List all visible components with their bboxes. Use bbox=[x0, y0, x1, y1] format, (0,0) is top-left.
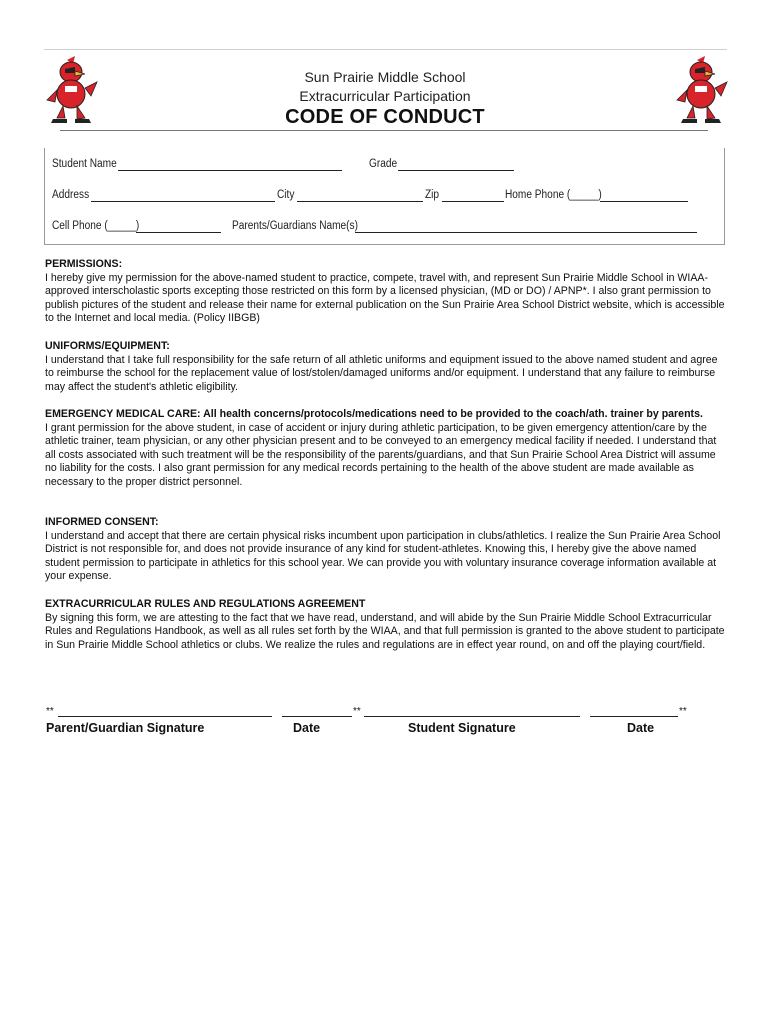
date-label-2: Date bbox=[627, 721, 655, 735]
consent-heading: INFORMED CONSENT: bbox=[45, 516, 159, 528]
top-divider bbox=[44, 49, 727, 50]
student-signature-field[interactable] bbox=[364, 716, 580, 717]
school-name: Sun Prairie Middle School bbox=[304, 69, 466, 85]
address-field[interactable] bbox=[91, 201, 275, 202]
uniforms-heading: UNIFORMS/EQUIPMENT: bbox=[45, 340, 170, 352]
signature-mark: ** bbox=[46, 706, 54, 717]
rules-section bbox=[45, 598, 727, 652]
grade-label: Grade bbox=[369, 158, 398, 170]
parent-signature-field[interactable] bbox=[58, 716, 272, 717]
permissions-body: I hereby give my permission for the above-named student to practice, compete, travel with, and represent Sun Prairie Middle School in WIAA-approved interscholastic sports excepting those restricted on this form by a licensed physician, (MD or DO) / APNP*. I also grant permission to publish pictures of the student and release their name for external publication on the Sun Prairie Area School District website, which is accessible to the Internet and local media. (Policy IIBGB) bbox=[45, 271, 725, 325]
date-field-1[interactable] bbox=[282, 716, 352, 717]
uniforms-body: I understand that I take full responsibility for the safe return of all athletic uniforms and equipment issued to the above named student and agree to reimburse the school for the replacement value of lost/stolen/damaged uniforms and/or equipment. I understand that any failure to reimburse may affect the student's athletic eligibility. bbox=[45, 353, 718, 393]
parents-field[interactable] bbox=[355, 232, 697, 233]
page-title: CODE OF CONDUCT bbox=[285, 106, 485, 128]
student-signature-label: Student Signature bbox=[408, 721, 516, 735]
grade-field[interactable] bbox=[398, 170, 514, 171]
address-label: Address bbox=[52, 189, 90, 201]
zip-field[interactable] bbox=[442, 201, 504, 202]
student-name-label: Student Name bbox=[52, 158, 117, 170]
cell-phone-label: Cell Phone (_____) bbox=[52, 220, 140, 232]
uniforms-section bbox=[45, 340, 727, 394]
home-phone-field[interactable] bbox=[600, 201, 688, 202]
permissions-heading: PERMISSIONS: bbox=[45, 258, 123, 270]
title-underline bbox=[60, 130, 708, 131]
city-label: City bbox=[277, 189, 295, 201]
consent-section bbox=[45, 516, 727, 584]
rules-heading: EXTRACURRICULAR RULES AND REGULATIONS AGREEMENT bbox=[45, 598, 366, 610]
permissions-section bbox=[45, 258, 727, 326]
emergency-section bbox=[45, 408, 727, 490]
program-name: Extracurricular Participation bbox=[299, 88, 471, 104]
signature-mark: ** bbox=[353, 706, 361, 717]
emergency-body: I grant permission for the above student, in case of accident or injury during athletic participation, to be given emergency attention/care by the athletic trainer, team physician, or any other physician present and to be conveyed to an emergency medical facility if needed. I understand that all costs associated with such treatment will be the responsibility of the parents/guardians, and that Sun Prairie School Area District will assume no liability for the costs. I also grant permission for any medical records pertaining to the health of the above student are made available as necessary to the proper district personnel. bbox=[45, 421, 717, 488]
consent-body: I understand and accept that there are certain physical risks incumbent upon participation in clubs/athletics. I realize the Sun Prairie Area School District is not responsible for, and does not provide insurance of any kind for student-athletes. Knowing this, I hereby give the above named student permission to participate in athletics for this school year. We can provide you with voluntary insurance coverage information available at your expense. bbox=[45, 529, 721, 583]
rules-body: By signing this form, we are attesting to the fact that we have read, understand, and will abide by the Sun Prairie Middle School Extracurricular Rules and Regulations Handbook, as well as all rules set forth by the WIAA, and that full permission is granted to the above student to participate in Sun Prairie Middle School athletics or clubs. We realize the rules and regulations are in effect year round, on and off the playing court/field. bbox=[45, 611, 725, 651]
parent-signature-label: Parent/Guardian Signature bbox=[46, 721, 205, 735]
zip-label: Zip bbox=[425, 189, 440, 201]
student-name-field[interactable] bbox=[118, 170, 342, 171]
cell-phone-field[interactable] bbox=[136, 232, 221, 233]
emergency-heading: EMERGENCY MEDICAL CARE: All health concerns/protocols/medications need to be provided to the coach/ath. trainer by parents. bbox=[45, 408, 703, 420]
date-label-1: Date bbox=[293, 721, 321, 735]
city-field[interactable] bbox=[297, 201, 423, 202]
signature-mark: ** bbox=[679, 706, 687, 717]
home-phone-label: Home Phone (_____) bbox=[505, 189, 602, 201]
parents-label: Parents/Guardians Name(s) bbox=[232, 220, 358, 232]
date-field-2[interactable] bbox=[590, 716, 678, 717]
